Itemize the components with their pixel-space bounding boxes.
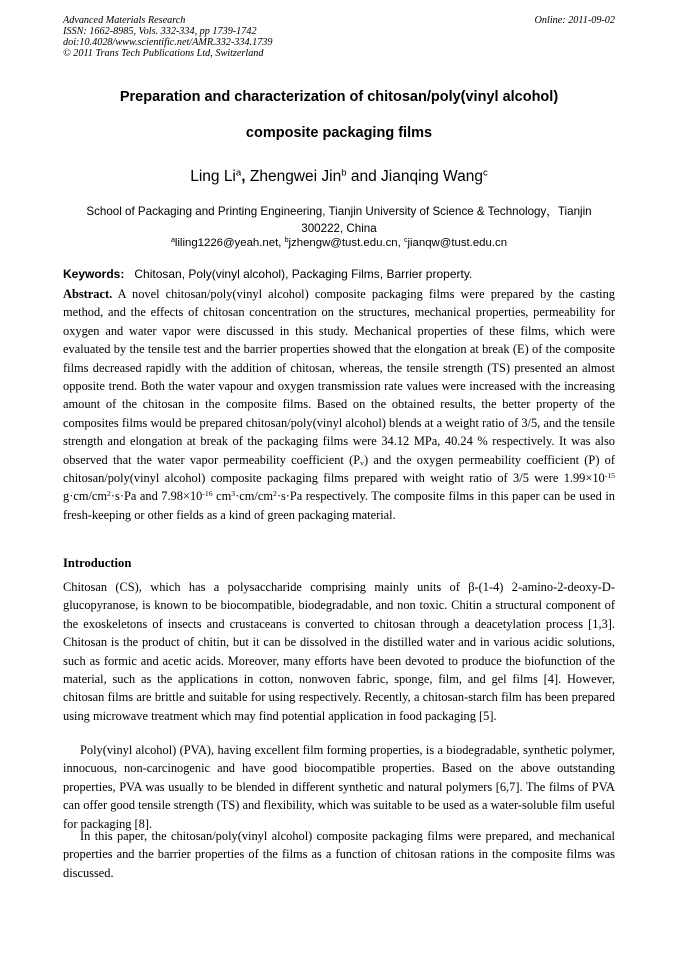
author-superscript: c [482, 167, 488, 179]
abstract-text: ·cm/cm [235, 489, 273, 504]
email-list [63, 237, 615, 249]
author-name: Zhengwei Jin [249, 168, 342, 185]
email-link[interactable]: jianqw@tust.edu.cn [407, 237, 508, 249]
paper-title-line-2: composite packaging films [245, 125, 433, 141]
author-name: Jianqing Wang [381, 168, 483, 185]
introduction-paragraph-3: In this paper, the chitosan/poly(vinyl alcohol) composite packaging films were prepared, and mechanical properties and the barrier properties of the films as a function of chitosan rations in the composite films was discussed. [63, 829, 615, 880]
keywords [63, 267, 615, 281]
abstract-text: A novel chitosan/poly(vinyl alcohol) composite packaging films were prepared by the casting method, and the effects of chitosan concentration on the structures, mechanical properties, permeability for oxygen and water vapor were discussed in this study. Mechanical properties of these films, which were evaluated by the tensile test and the barrier properties showed that the elongation at break (E) of the composite films decreased rapidly with the addition of chitosan, whereas, the tensile strength (TS) presented an almost opposite trend. Both the water vapour and oxygen transmission rate values were increased with the increasing amount of the chitosan in the composite films. Based on the obtained results, the better property of the composites films would be prepared chitosan/poly(vinyl alcohol) blends at a weight ratio of 3/5, and the tensile strength and elongation at break of the packaging films were 34.12 MPa, 40.24 % respectively. It was also observed that the water vapor permeability coefficient (P [63, 287, 615, 467]
affiliation [63, 203, 615, 237]
abstract-exponent: -15 [604, 470, 615, 480]
issn-line: ISSN: 1662-8985, Vols. 332-334, pp 1739-1742 [63, 26, 257, 37]
abstract-exponent: 2 [107, 489, 111, 499]
abstract-label: Abstract. [63, 287, 113, 301]
email-link[interactable]: jzhengw@tust.edu.cn, [288, 237, 404, 249]
keywords-label: Keywords: [63, 267, 125, 281]
author-conjunction: and [346, 168, 382, 185]
abstract-text: g·cm/cm [63, 489, 108, 504]
abstract-exponent: 2 [272, 489, 277, 499]
email-superscript: b [284, 237, 289, 245]
email-superscript: c [403, 237, 408, 245]
abstract [63, 285, 615, 524]
paper-title-line-1: Preparation and characterization of chitosan/poly(vinyl alcohol) [119, 89, 559, 105]
keywords-text: Chitosan, Poly(vinyl alcohol), Packaging Films, Barrier property. [134, 267, 473, 281]
abstract-subscript: v [360, 458, 364, 468]
doi-line: doi:10.4028/www.scientific.net/AMR.332-334.1739 [63, 37, 273, 48]
author-superscript: b [341, 167, 347, 179]
online-date: Online: 2011-09-02 [534, 15, 615, 26]
abstract-text: ) and the oxygen permeability coefficient (P) of chitosan/poly(vinyl alcohol) composite packaging films prepared with weight ratio of 3/5 were 1.99×10 [63, 452, 615, 486]
journal-name: Advanced Materials Research [63, 15, 186, 26]
author-list [63, 168, 615, 186]
page-header [63, 15, 615, 59]
abstract-exponent: 3 [231, 489, 236, 499]
abstract-exponent: -16 [202, 489, 213, 499]
copyright-line: © 2011 Trans Tech Publications Ltd, Switzerland [63, 48, 264, 59]
author-separator: , [241, 168, 250, 185]
email-link[interactable]: liling1226@yeah.net, [174, 237, 285, 249]
introduction-paragraph-1: Chitosan (CS), which has a polysaccharide comprising mainly units of β-(1-4) 2-amino-2-deoxy-D-glucopyranose, is known to be biocompatible, biodegradable, and non toxic. Chitin a structural component of the exoskeletons of insects and crustaceans is converted to chitosan through a deacetylation process [1,3]. Chitosan is the product of chitin, but it can be dissolved in the distilled water and in various acidic solutions, such as formic and acetic acids. Moreover, many efforts have been devoted to produce the biofunction of the material, such as the applications in cotton, nonwoven fabric, sponge, film, and gel films [4]. However, chitosan films are brittle and suitable for using respectively. Recently, a chitosan-starch film has been prepared using microwave treatment which may find potential application in food packaging [5]. [63, 580, 615, 723]
affiliation-line: School of Packaging and Printing Engineering, Tianjin University of Science & Technology，Tianjin [86, 205, 592, 218]
abstract-text: ·s·Pa respectively. The composite films in this paper can be used in fresh-keeping or other fields as a kind of green packaging material. [63, 489, 615, 522]
abstract-text: cm [212, 489, 232, 504]
author-name: Ling Li [190, 168, 236, 185]
affiliation-line: 300222, China [301, 222, 377, 235]
introduction-heading: Introduction [63, 556, 132, 570]
introduction-paragraph-2: Poly(vinyl alcohol) (PVA), having excellent film forming properties, is a biodegradable, synthetic polymer, innocuous, non-carcinogenic and have good biocompatible properties. Based on the above outstanding properties, PVA was usually to be blended in different synthetic and natural polymers [6,7]. The films of PVA can offer good tensile strength (TS) and flexibility, which was suitable to be used as a water-soluble film useful for packaging [8]. [63, 743, 615, 831]
email-superscript: a [170, 237, 175, 245]
abstract-text: ·s·Pa and 7.98×10 [110, 489, 203, 504]
author-superscript: a [235, 167, 242, 179]
